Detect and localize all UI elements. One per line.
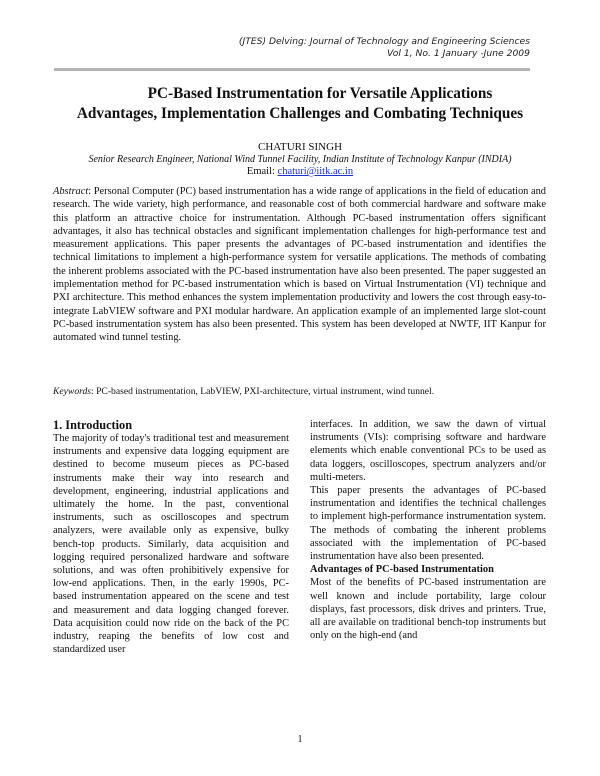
running-header (239, 36, 530, 60)
keywords (53, 386, 546, 398)
advantages-paragraph-1: Most of the benefits of PC-based instrumentation are well known and include portability, large colour displays, fast processors, disk drives and printers. True, all are available on traditional bench-top instruments but only on the high-end (and (310, 577, 546, 642)
abstract (53, 185, 546, 345)
author-name: CHATURI SINGH (257, 141, 343, 153)
abstract-text: : Personal Computer (PC) based instrumentation has a wide range of applications in the field of education and research. The wide variety, high performance, and reasonable cost of both commercial hardware and software make this platform an attractive choice for instrumentation. Although PC-based instrumentation offers significant advantages, it also has technical obstacles and significant implementation challenges for high-performance test and measurement applications. This paper presents the advantages of PC-based instrumentation and identifies the technical limitations to implement a high-performance system for versatile applications. The methods of combating the inherent problems associated with the PC-based instrumentation have also been presented. The paper suggested an implementation method for PC-based instrumentation which is based on Virtual Instrumentation (VI) technique and PXI architecture. This method enhances the system implementation productivity and lowers the cost through easy-to-integrate LabVIEW software and PXI modular hardware. An application example of an implemented large slot-count PC-based instrumentation system has also been presented. This system has been developed at NWTF, IIT Kanpur for automated wind tunnel testing. (53, 186, 546, 344)
section-heading-advantages: Advantages of PC-based Instrumentation (310, 564, 494, 576)
right-column (310, 418, 546, 642)
email-label: Email: (246, 166, 278, 177)
journal-name: (JTES) Delving: Journal of Technology and Engineering Sciences (238, 36, 530, 47)
abstract-label: Abstract (53, 186, 89, 197)
title-line-1: PC-Based Instrumentation for Versatile Applications (147, 85, 493, 102)
journal-issue: Vol 1, No. 1 January -June 2009 (386, 48, 530, 59)
title-line-2: Advantages, Implementation Challenges and Combating Techniques (76, 105, 524, 122)
author-email (0, 165, 600, 178)
keywords-text: : PC-based instrumentation, LabVIEW, PXI-architecture, virtual instrument, wind tunnel. (91, 386, 435, 397)
section-heading-introduction: 1. Introduction (53, 418, 133, 432)
paper-title (40, 84, 560, 124)
page-number: 1 (297, 734, 303, 745)
keywords-label: Keywords (53, 386, 92, 397)
author-affiliation: Senior Research Engineer, National Wind Tunnel Facility, Indian Institute of Technology Kanpur (INDIA) (88, 154, 512, 165)
intro-paragraph-1-continued: interfaces. In addition, we saw the dawn of virtual instruments (VIs): comprising software and hardware elements which enable conventional PCs to be used as data loggers, oscilloscopes, spectrum analyzers and/or multi-meters. (310, 419, 546, 483)
left-column (53, 418, 289, 656)
email-link[interactable]: chaturi@iitk.ac.in (277, 166, 354, 177)
intro-paragraph-2: This paper presents the advantages of PC-based instrumentation and identifies the technical challenges to implement high-performance instrumentation system. The methods of combating the inherent problems associated with the implementation of PC-based instrumentation have also been presented. (310, 485, 546, 563)
intro-paragraph-1: The majority of today's traditional test and measurement instruments and expensive data logging equipment are destined to become museum pieces as PC-based instruments make their way into research and development, engineering, industrial applications and ultimately the home. In the past, conventional instruments, such as oscilloscopes and spectrum analyzers, were available only as expensive, bulky bench-top products. Similarly, data acquisition and logging required personalized hardware and software solutions, and was often prohibitively expensive for low-end applications. Then, in the early 1990s, PC-based instrumentation appeared on the scene and test and measurement and data logging changed forever. Data acquisition could now ride on the back of the PC industry, reaping the benefits of low cost and standardized user (53, 433, 289, 656)
header-rule (54, 68, 530, 71)
